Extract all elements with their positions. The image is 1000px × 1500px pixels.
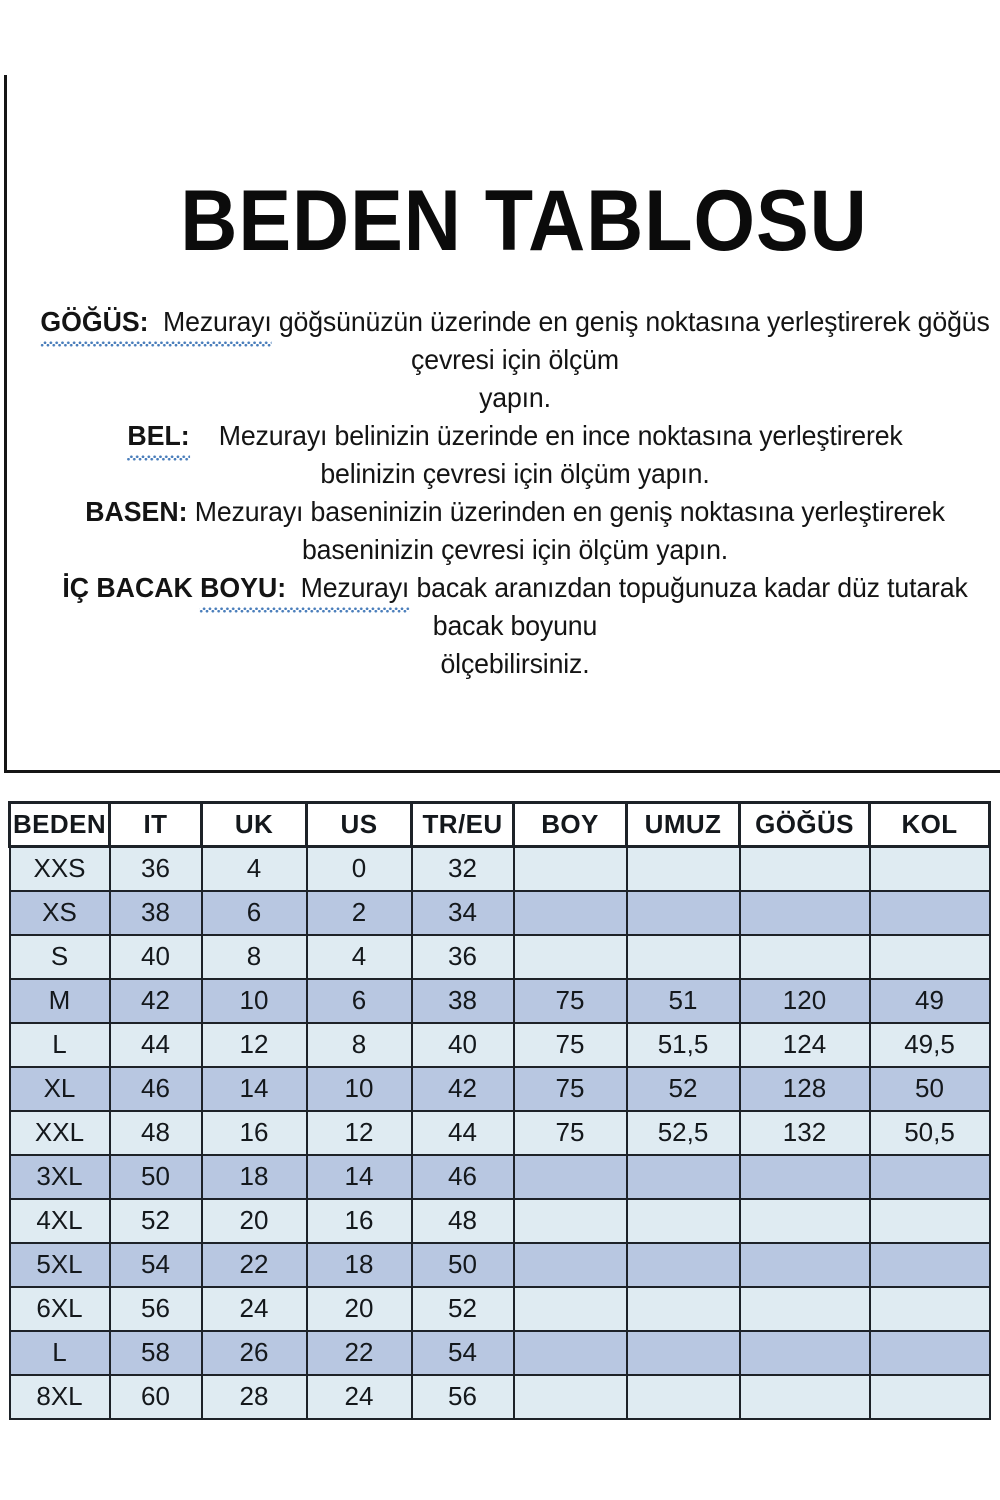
column-header-it: IT [110, 803, 202, 847]
table-cell-it: 58 [110, 1331, 202, 1375]
table-cell-tr-eu: 42 [412, 1067, 514, 1111]
table-row [10, 1287, 990, 1331]
table-cell-boy [514, 891, 627, 935]
table-row [10, 847, 990, 891]
table-cell-uk: 24 [202, 1287, 307, 1331]
table-cell-uk: 12 [202, 1023, 307, 1067]
table-cell-us: 22 [307, 1331, 412, 1375]
info-panel [4, 75, 1000, 773]
table-row [10, 1375, 990, 1419]
table-cell-kol [870, 847, 990, 891]
table-cell-it: 48 [110, 1111, 202, 1155]
table-cell-uk: 8 [202, 935, 307, 979]
column-header-treu: TR/EU [412, 803, 514, 847]
table-cell-boy [514, 1155, 627, 1199]
table-cell-kol [870, 1331, 990, 1375]
table-cell-tr-eu: 54 [412, 1331, 514, 1375]
ic-bacak-spellcheck-span [200, 569, 409, 607]
instruction-ic-bacak-label-head: İÇ BACAK [62, 572, 201, 603]
instruction-basen-label: BASEN: [85, 496, 188, 527]
table-cell-uk: 16 [202, 1111, 307, 1155]
instruction-ic-bacak-text-tail: ölçebilirsiniz. [440, 648, 590, 679]
table-cell-it: 42 [110, 979, 202, 1023]
table-cell-tr-eu: 50 [412, 1243, 514, 1287]
table-cell-umuz [627, 1287, 740, 1331]
table-cell-göğüs [740, 935, 870, 979]
table-cell-umuz [627, 1155, 740, 1199]
table-cell-beden: L [10, 1331, 110, 1375]
table-cell-beden: 6XL [10, 1287, 110, 1331]
table-cell-beden: M [10, 979, 110, 1023]
table-cell-boy [514, 935, 627, 979]
table-cell-boy [514, 1243, 627, 1287]
table-row [10, 935, 990, 979]
table-cell-kol [870, 935, 990, 979]
table-cell-uk: 20 [202, 1199, 307, 1243]
table-cell-it: 38 [110, 891, 202, 935]
table-cell-kol [870, 1155, 990, 1199]
table-row [10, 1243, 990, 1287]
table-cell-it: 36 [110, 847, 202, 891]
table-cell-göğüs: 124 [740, 1023, 870, 1067]
table-cell-uk: 6 [202, 891, 307, 935]
table-row [10, 1023, 990, 1067]
column-header-umuz: UMUZ [627, 803, 740, 847]
table-cell-boy: 75 [514, 1023, 627, 1067]
table-cell-beden: 4XL [10, 1199, 110, 1243]
table-cell-us: 2 [307, 891, 412, 935]
table-cell-boy [514, 1287, 627, 1331]
table-cell-göğüs: 120 [740, 979, 870, 1023]
table-cell-uk: 28 [202, 1375, 307, 1419]
column-header-uk: UK [202, 803, 307, 847]
table-cell-göğüs: 128 [740, 1067, 870, 1111]
table-cell-us: 20 [307, 1287, 412, 1331]
table-cell-boy: 75 [514, 1067, 627, 1111]
table-cell-göğüs: 132 [740, 1111, 870, 1155]
table-cell-göğüs [740, 1375, 870, 1419]
table-cell-göğüs [740, 1199, 870, 1243]
table-cell-uk: 18 [202, 1155, 307, 1199]
table-header-row [10, 803, 990, 847]
table-cell-umuz [627, 1375, 740, 1419]
table-cell-tr-eu: 48 [412, 1199, 514, 1243]
table-cell-uk: 10 [202, 979, 307, 1023]
table-cell-göğüs [740, 847, 870, 891]
table-cell-it: 52 [110, 1199, 202, 1243]
table-cell-kol [870, 1199, 990, 1243]
table-cell-umuz [627, 891, 740, 935]
page-title: BEDEN TABLOSU [180, 173, 868, 269]
spellcheck-squiggle-icon [40, 341, 271, 347]
table-cell-us: 14 [307, 1155, 412, 1199]
table-cell-it: 60 [110, 1375, 202, 1419]
table-row [10, 1067, 990, 1111]
table-cell-it: 56 [110, 1287, 202, 1331]
table-cell-boy [514, 1331, 627, 1375]
column-header-kol: KOL [870, 803, 990, 847]
table-cell-umuz: 52,5 [627, 1111, 740, 1155]
table-cell-uk: 26 [202, 1331, 307, 1375]
table-cell-tr-eu: 34 [412, 891, 514, 935]
instruction-bel-text: Mezurayı belinizin üzerinde en ince noktasına yerleştirerek [218, 420, 903, 451]
table-cell-it: 44 [110, 1023, 202, 1067]
table-cell-boy [514, 1199, 627, 1243]
table-cell-kol: 49 [870, 979, 990, 1023]
measurement-instructions [17, 303, 1000, 683]
table-cell-beden: XXL [10, 1111, 110, 1155]
instruction-bel [32, 417, 998, 493]
column-header-gogus: GÖĞÜS [740, 803, 870, 847]
table-row [10, 1111, 990, 1155]
instruction-ic-bacak-boyu [32, 569, 998, 683]
instruction-bel-label: BEL: [127, 420, 190, 451]
table-cell-uk: 14 [202, 1067, 307, 1111]
table-cell-beden: 3XL [10, 1155, 110, 1199]
instruction-gogus-text-head: Mezurayı [163, 306, 272, 337]
column-header-beden: BEDEN [10, 803, 110, 847]
table-cell-kol [870, 891, 990, 935]
table-cell-kol: 49,5 [870, 1023, 990, 1067]
size-chart-table [8, 801, 991, 1420]
table-cell-uk: 4 [202, 847, 307, 891]
table-row [10, 891, 990, 935]
instruction-gogus-text-tail: yapın. [479, 382, 551, 413]
table-cell-göğüs [740, 1331, 870, 1375]
table-cell-tr-eu: 40 [412, 1023, 514, 1067]
table-cell-boy: 75 [514, 1111, 627, 1155]
table-cell-it: 46 [110, 1067, 202, 1111]
spellcheck-squiggle-icon [127, 455, 189, 461]
table-cell-us: 0 [307, 847, 412, 891]
table-cell-kol [870, 1243, 990, 1287]
table-cell-kol [870, 1375, 990, 1419]
table-cell-göğüs [740, 1243, 870, 1287]
table-row [10, 1155, 990, 1199]
table-cell-tr-eu: 32 [412, 847, 514, 891]
table-cell-tr-eu: 36 [412, 935, 514, 979]
table-row [10, 1331, 990, 1375]
instruction-gogus-text: göğsünüzün üzerinde en geniş noktasına yerleştirerek göğüs çevresi için ölçüm [278, 306, 990, 375]
table-cell-us: 10 [307, 1067, 412, 1111]
table-cell-umuz [627, 1199, 740, 1243]
column-header-us: US [307, 803, 412, 847]
table-cell-beden: XS [10, 891, 110, 935]
gogus-spellcheck-span [40, 303, 271, 341]
table-cell-umuz [627, 1243, 740, 1287]
table-cell-us: 24 [307, 1375, 412, 1419]
table-cell-tr-eu: 52 [412, 1287, 514, 1331]
table-cell-uk: 22 [202, 1243, 307, 1287]
table-cell-göğüs [740, 1155, 870, 1199]
instruction-gogus [32, 303, 998, 417]
instruction-ic-bacak-label-tail: BOYU: [200, 572, 287, 603]
table-cell-us: 4 [307, 935, 412, 979]
table-cell-boy: 75 [514, 979, 627, 1023]
table-cell-kol: 50,5 [870, 1111, 990, 1155]
size-chart-table-container [8, 801, 988, 1420]
spellcheck-squiggle-icon [200, 607, 409, 613]
instruction-basen-text-tail: baseninizin çevresi için ölçüm yapın. [301, 534, 729, 565]
table-cell-kol [870, 1287, 990, 1331]
instruction-ic-bacak-text-head: Mezurayı [300, 572, 410, 603]
table-cell-umuz: 52 [627, 1067, 740, 1111]
table-cell-umuz [627, 847, 740, 891]
instruction-basen-text: Mezurayı baseninizin üzerinden en geniş noktasına yerleştirerek [194, 496, 945, 527]
table-cell-beden: XXS [10, 847, 110, 891]
table-row [10, 979, 990, 1023]
table-cell-göğüs [740, 891, 870, 935]
table-cell-it: 50 [110, 1155, 202, 1199]
table-cell-tr-eu: 56 [412, 1375, 514, 1419]
table-row [10, 1199, 990, 1243]
table-cell-göğüs [740, 1287, 870, 1331]
instruction-bel-text-tail: belinizin çevresi için ölçüm yapın. [320, 458, 710, 489]
table-cell-beden: 5XL [10, 1243, 110, 1287]
table-cell-beden: XL [10, 1067, 110, 1111]
table-body [10, 847, 990, 1419]
instruction-ic-bacak-text: bacak aranızdan topuğunuza kadar düz tutarak bacak boyunu [416, 572, 968, 641]
instruction-gogus-label: GÖĞÜS: [40, 306, 149, 337]
table-cell-it: 54 [110, 1243, 202, 1287]
table-cell-beden: S [10, 935, 110, 979]
table-cell-boy [514, 1375, 627, 1419]
table-cell-tr-eu: 38 [412, 979, 514, 1023]
table-cell-us: 12 [307, 1111, 412, 1155]
table-cell-umuz: 51,5 [627, 1023, 740, 1067]
table-cell-it: 40 [110, 935, 202, 979]
table-cell-us: 8 [307, 1023, 412, 1067]
table-cell-umuz [627, 935, 740, 979]
bel-spellcheck-span [127, 417, 189, 455]
table-cell-beden: L [10, 1023, 110, 1067]
table-cell-beden: 8XL [10, 1375, 110, 1419]
table-cell-umuz [627, 1331, 740, 1375]
column-header-boy: BOY [514, 803, 627, 847]
table-cell-us: 16 [307, 1199, 412, 1243]
table-cell-us: 6 [307, 979, 412, 1023]
table-cell-boy [514, 847, 627, 891]
table-cell-tr-eu: 44 [412, 1111, 514, 1155]
instruction-basen [32, 493, 998, 569]
table-cell-kol: 50 [870, 1067, 990, 1111]
table-cell-us: 18 [307, 1243, 412, 1287]
table-cell-tr-eu: 46 [412, 1155, 514, 1199]
table-cell-umuz: 51 [627, 979, 740, 1023]
